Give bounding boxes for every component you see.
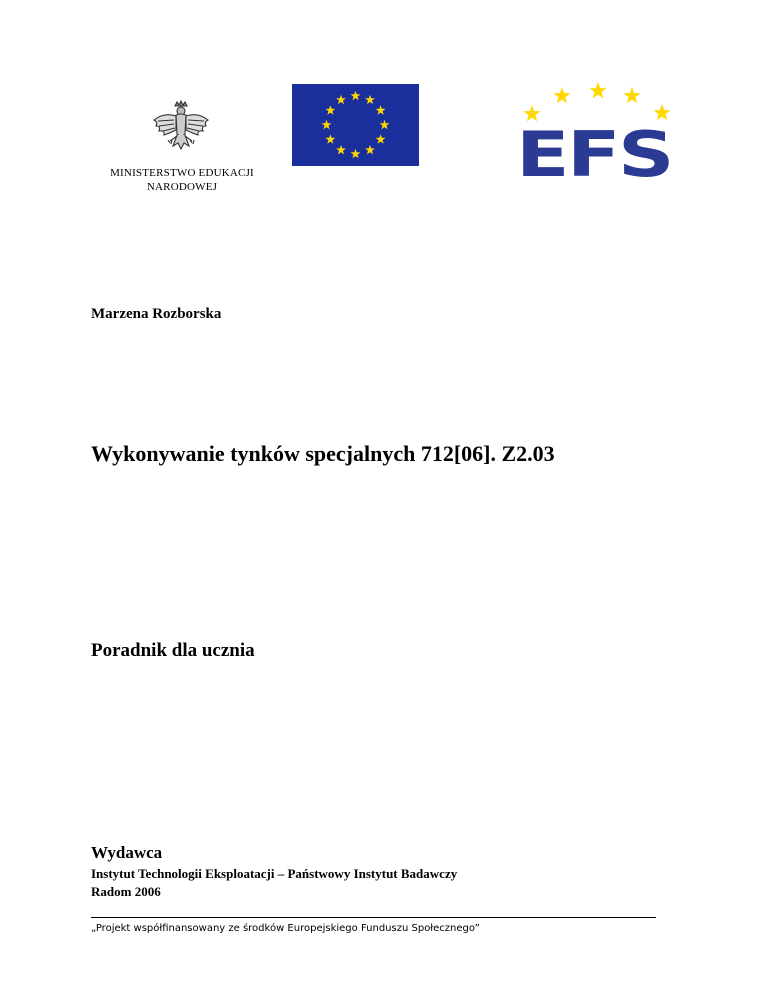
document-title: Wykonywanie tynków specjalnych 712[06]. Z2.03 xyxy=(91,441,555,466)
efs-star-icon xyxy=(623,87,640,103)
eu-flag-icon xyxy=(292,84,419,166)
author-name: Marzena Rozborska xyxy=(91,306,222,322)
footer-divider xyxy=(91,917,656,918)
document-subtitle: Poradnik dla ucznia xyxy=(91,640,255,661)
efs-logo-text: EFS xyxy=(516,118,672,184)
ministry-name xyxy=(84,166,280,194)
footer-note: „Projekt współfinansowany ze środków Europejskiego Funduszu Społecznego” xyxy=(91,923,480,934)
publisher-city-year: Radom 2006 xyxy=(91,884,161,899)
efs-logo xyxy=(512,80,676,184)
efs-star-icon xyxy=(553,87,570,103)
polish-eagle-emblem-icon xyxy=(148,100,214,162)
efs-star-icon xyxy=(589,82,606,98)
publisher-name: Instytut Technologii Eksploatacji – Państwowy Instytut Badawczy xyxy=(91,866,458,881)
ministry-name-line1: MINISTERSTWO EDUKACJI xyxy=(110,167,254,179)
publisher-heading: Wydawca xyxy=(91,843,163,862)
ministry-name-line2: NARODOWEJ xyxy=(146,181,218,193)
